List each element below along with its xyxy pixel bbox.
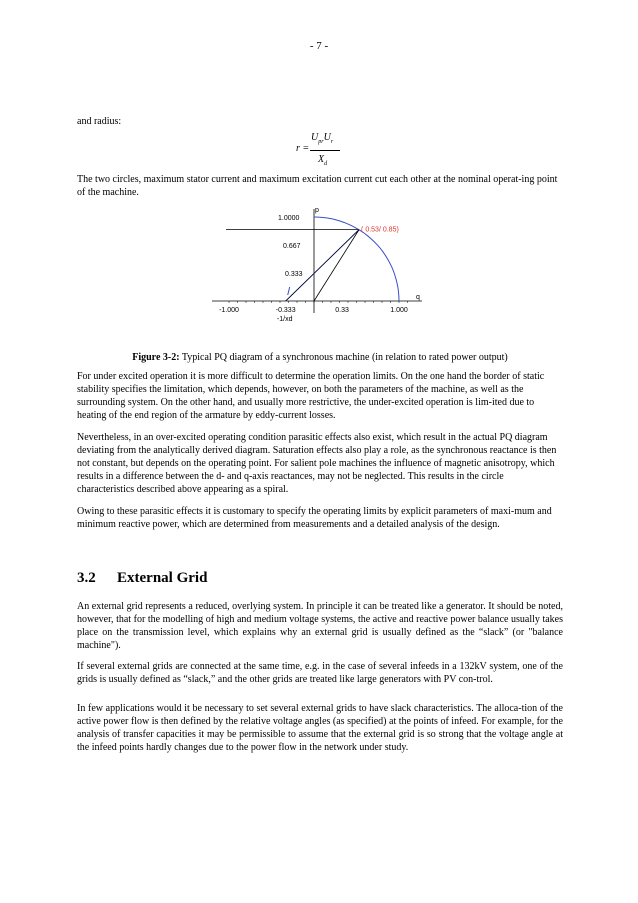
- x-tick-label: 0.33: [335, 307, 349, 314]
- y-tick-label: 0.667: [283, 242, 301, 250]
- pq-diagram-chart: [200, 205, 435, 340]
- x-tick-label: -0.333: [275, 307, 296, 314]
- excitation-radius-line: [286, 230, 359, 301]
- fraction-bar: [310, 150, 340, 151]
- x-sublabel: -1/xd: [276, 316, 293, 323]
- section-heading: 3.2 External Grid: [77, 570, 208, 586]
- paragraph-circles: The two circles, maximum stator current and maximum excitation current cut each other at the nominal operat-ing point of the machine.: [77, 174, 558, 198]
- formula-lhs: r =: [296, 143, 310, 154]
- paragraph-overexcited: Nevertheless, in an over-excited operating condition parasitic effects also exist, which result in the actual PQ diagram deviating from the analytically derived diagram. Saturation effects also play a role, as the synchronous reactance is then not constant, but depends on the operating point. For salient pole machines the influence of magnetic anisotropy, which results in a difference between the d- and q-axis reactances, may not be neglected. This results in the circle characteristics described above appearing as a spiral.: [77, 432, 557, 495]
- operating-point-label: ( 0.53/ 0.85): [361, 226, 399, 234]
- y-tick-label: 1.0000: [278, 215, 300, 222]
- paragraph-grid-3: In few applications would it be necessary to set several external grids to have slack characteristics. The alloca-tion of the active power flow is then defined by the relative voltage angles (as specified) at the points of infeed. For example, for the analysis of transfer capacities it may be permissible to assume that the external grid is so strong that the voltage angle at the infeed points hardly changes due to the power flow in the network under study.: [77, 703, 563, 753]
- y-tick-label: 0.333: [285, 271, 303, 279]
- excitation-curve-segment: [288, 287, 290, 295]
- radius-formula: [296, 130, 376, 170]
- x-axis-label: q: [416, 294, 420, 301]
- formula-denominator: $X_d$: [318, 154, 328, 167]
- paragraph-underexcited: For under excited operation it is more difficult to determine the operation limits. On the one hand the border of static stability specifies the limitation, which depends, however, on both the parameters of the machine, as well as the surrounding system. On the other hand, and usually more restrictive, the under-excited operation is lim-ited due to heating of the end region of the armature by eddy-current losses.: [77, 371, 545, 421]
- x-tick-label: -1.000: [219, 307, 239, 314]
- paragraph-grid-2: If several external grids are connected at the same time, e.g. in the case of several infeeds in a 132kV system, one of the grids is usually defined as “slack,” and the other grids are treated like large generators with PV con-trol.: [77, 661, 563, 685]
- intro-text: and radius:: [77, 116, 122, 127]
- y-axis-label: p: [315, 207, 319, 214]
- paragraph-grid-1: An external grid represents a reduced, overlying system. In principle it can be treated like a generator. It should be noted, however, that for the modelling of high and medium voltage systems, the active and reactive power balance usually takes place on the transmission level, which explains why an external grid is usually defined as the “slack” (or "balance machine").: [77, 601, 563, 651]
- figure-caption: Figure 3-2: Typical PQ diagram of a synchronous machine (in relation to rated power output): [132, 352, 508, 363]
- page-number: - 7 -: [309, 40, 329, 52]
- formula-numerator: $U_{pr}U_r$: [311, 132, 334, 145]
- paragraph-parasitic: Owing to these parasitic effects it is customary to specify the operating limits by explicit parameters of maxi-mum and minimum reactive power, which are determined from measurements and a detailed analysis of the design.: [77, 506, 552, 530]
- x-tick-label: 1.000: [390, 307, 408, 314]
- stator-radius-line: [314, 230, 359, 301]
